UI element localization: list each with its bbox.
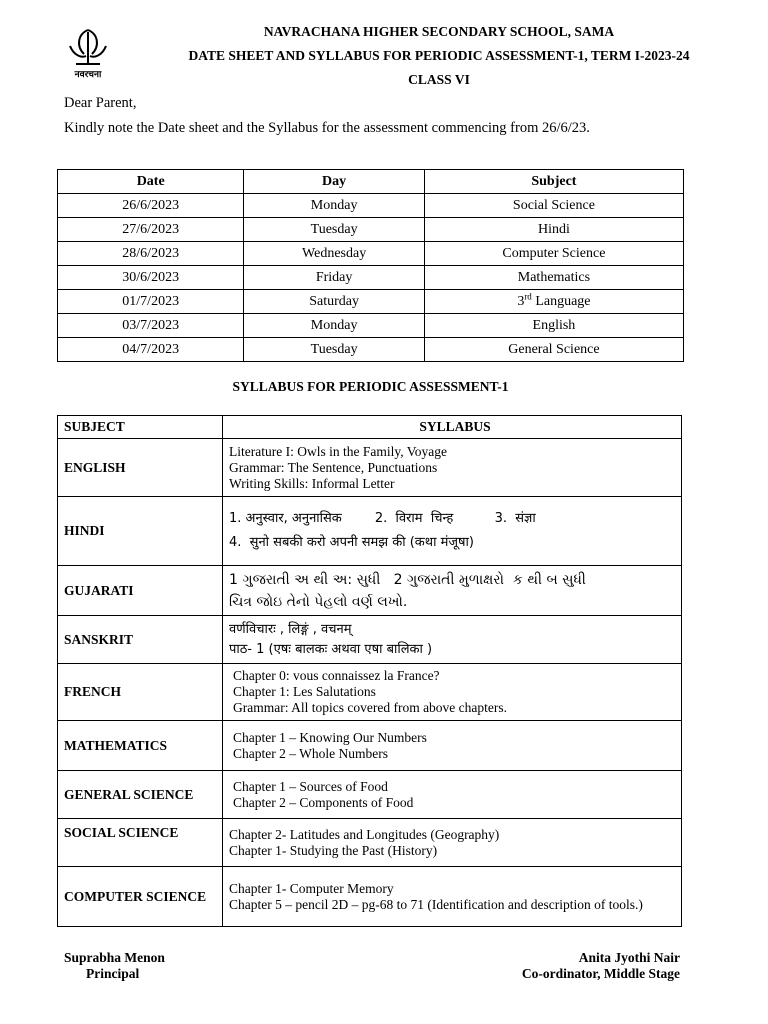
syllabus-row-mathematics <box>58 721 682 771</box>
column-header-subject: SUBJECT <box>58 416 223 439</box>
syllabus-cell: 1. अनुस्वार, अनुनासिक 2. विराम चिन्ह 3. संज्ञा 4. सुनो सबकी करो अपनी समझ की (कथा मंजूषा) <box>223 497 682 566</box>
day-cell: Monday <box>244 194 424 218</box>
syllabus-row-french <box>58 664 682 721</box>
syllabus-cell: Chapter 0: vous connaissez la France? Chapter 1: Les Salutations Grammar: All topics covered from above chapters. <box>223 664 682 721</box>
date-cell: 26/6/2023 <box>58 194 244 218</box>
table-row <box>58 290 684 314</box>
date-cell: 27/6/2023 <box>58 218 244 242</box>
coordinator-title: Co-ordinator, Middle Stage <box>521 966 680 981</box>
date-cell: 28/6/2023 <box>58 242 244 266</box>
svg-text:नवरचना: नवरचना <box>74 70 102 80</box>
syllabus-cell: Chapter 1- Computer Memory Chapter 5 – pencil 2D – pg-68 to 71 (Identification and description of tools.) <box>223 867 682 927</box>
syllabus-row-social-science <box>58 819 682 867</box>
subject-cell: GENERAL SCIENCE <box>58 771 223 819</box>
column-header-subject: Subject <box>424 170 683 194</box>
subject-cell: 3rd Language <box>424 290 683 314</box>
school-name: NAVRACHANA HIGHER SECONDARY SCHOOL, SAMA <box>263 24 615 39</box>
syllabus-cell: Literature I: Owls in the Family, Voyage Grammar: The Sentence, Punctuations Writing Skills: Informal Letter <box>223 439 682 497</box>
subject-cell: Hindi <box>424 218 683 242</box>
class-label: CLASS VI <box>408 72 470 87</box>
day-cell: Tuesday <box>244 338 424 362</box>
syllabus-header-row <box>58 416 682 439</box>
subject-cell: GUJARATI <box>58 566 223 616</box>
subject-cell: MATHEMATICS <box>58 721 223 771</box>
date-cell: 04/7/2023 <box>58 338 244 362</box>
datesheet-header-row <box>58 170 684 194</box>
document-title: DATE SHEET AND SYLLABUS FOR PERIODIC ASSESSMENT-1, TERM I-2023-24 <box>188 48 690 63</box>
table-row <box>58 218 684 242</box>
date-cell: 01/7/2023 <box>58 290 244 314</box>
day-cell: Monday <box>244 314 424 338</box>
syllabus-cell: Chapter 1 – Sources of Food Chapter 2 – Components of Food <box>223 771 682 819</box>
column-header-day: Day <box>244 170 424 194</box>
subject-cell: General Science <box>424 338 683 362</box>
syllabus-cell: 1 ગુજરાતી અ થી અ: સુધી 2 ગુજરાતી મુળાક્ષરો ક થી બ સુધી ચિત્ર જોઇ તેનો પેહલો વર્ણ લખો. <box>223 566 682 616</box>
table-row <box>58 266 684 290</box>
day-cell: Tuesday <box>244 218 424 242</box>
letter-body: Kindly note the Date sheet and the Syllabus for the assessment commencing from 26/6/23. <box>64 120 590 136</box>
subject-cell: SANSKRIT <box>58 616 223 664</box>
syllabus-cell: वर्णविचारः , लिङ्गं , वचनम् पाठ- 1 (एषः बालकः अथवा एषा बालिका ) <box>223 616 682 664</box>
syllabus-row-computer-science <box>58 867 682 927</box>
syllabus-table <box>57 415 682 927</box>
syllabus-heading: SYLLABUS FOR PERIODIC ASSESSMENT-1 <box>232 379 509 394</box>
date-cell: 30/6/2023 <box>58 266 244 290</box>
principal-title: Principal <box>86 966 140 981</box>
table-row <box>58 314 684 338</box>
syllabus-row-hindi <box>58 497 682 566</box>
subject-cell: SOCIAL SCIENCE <box>58 819 223 867</box>
syllabus-row-gujarati <box>58 566 682 616</box>
column-header-syllabus: SYLLABUS <box>223 416 682 439</box>
subject-cell: Computer Science <box>424 242 683 266</box>
date-cell: 03/7/2023 <box>58 314 244 338</box>
subject-cell: ENGLISH <box>58 439 223 497</box>
syllabus-cell: Chapter 1 – Knowing Our Numbers Chapter 2 – Whole Numbers <box>223 721 682 771</box>
table-row <box>58 338 684 362</box>
day-cell: Saturday <box>244 290 424 314</box>
syllabus-cell: Chapter 2- Latitudes and Longitudes (Geography) Chapter 1- Studying the Past (History) <box>223 819 682 867</box>
day-cell: Friday <box>244 266 424 290</box>
subject-cell: Social Science <box>424 194 683 218</box>
day-cell: Wednesday <box>244 242 424 266</box>
principal-name: Suprabha Menon <box>64 950 165 965</box>
datesheet-table <box>57 169 684 362</box>
subject-cell: Mathematics <box>424 266 683 290</box>
salutation: Dear Parent, <box>64 95 137 111</box>
school-logo <box>64 24 112 80</box>
subject-cell: COMPUTER SCIENCE <box>58 867 223 927</box>
subject-cell: HINDI <box>58 497 223 566</box>
table-row <box>58 194 684 218</box>
column-header-date: Date <box>58 170 244 194</box>
syllabus-row-general-science <box>58 771 682 819</box>
table-row <box>58 242 684 266</box>
syllabus-row-english <box>58 439 682 497</box>
subject-cell: FRENCH <box>58 664 223 721</box>
coordinator-name: Anita Jyothi Nair <box>578 950 680 965</box>
syllabus-row-sanskrit <box>58 616 682 664</box>
subject-cell: English <box>424 314 683 338</box>
